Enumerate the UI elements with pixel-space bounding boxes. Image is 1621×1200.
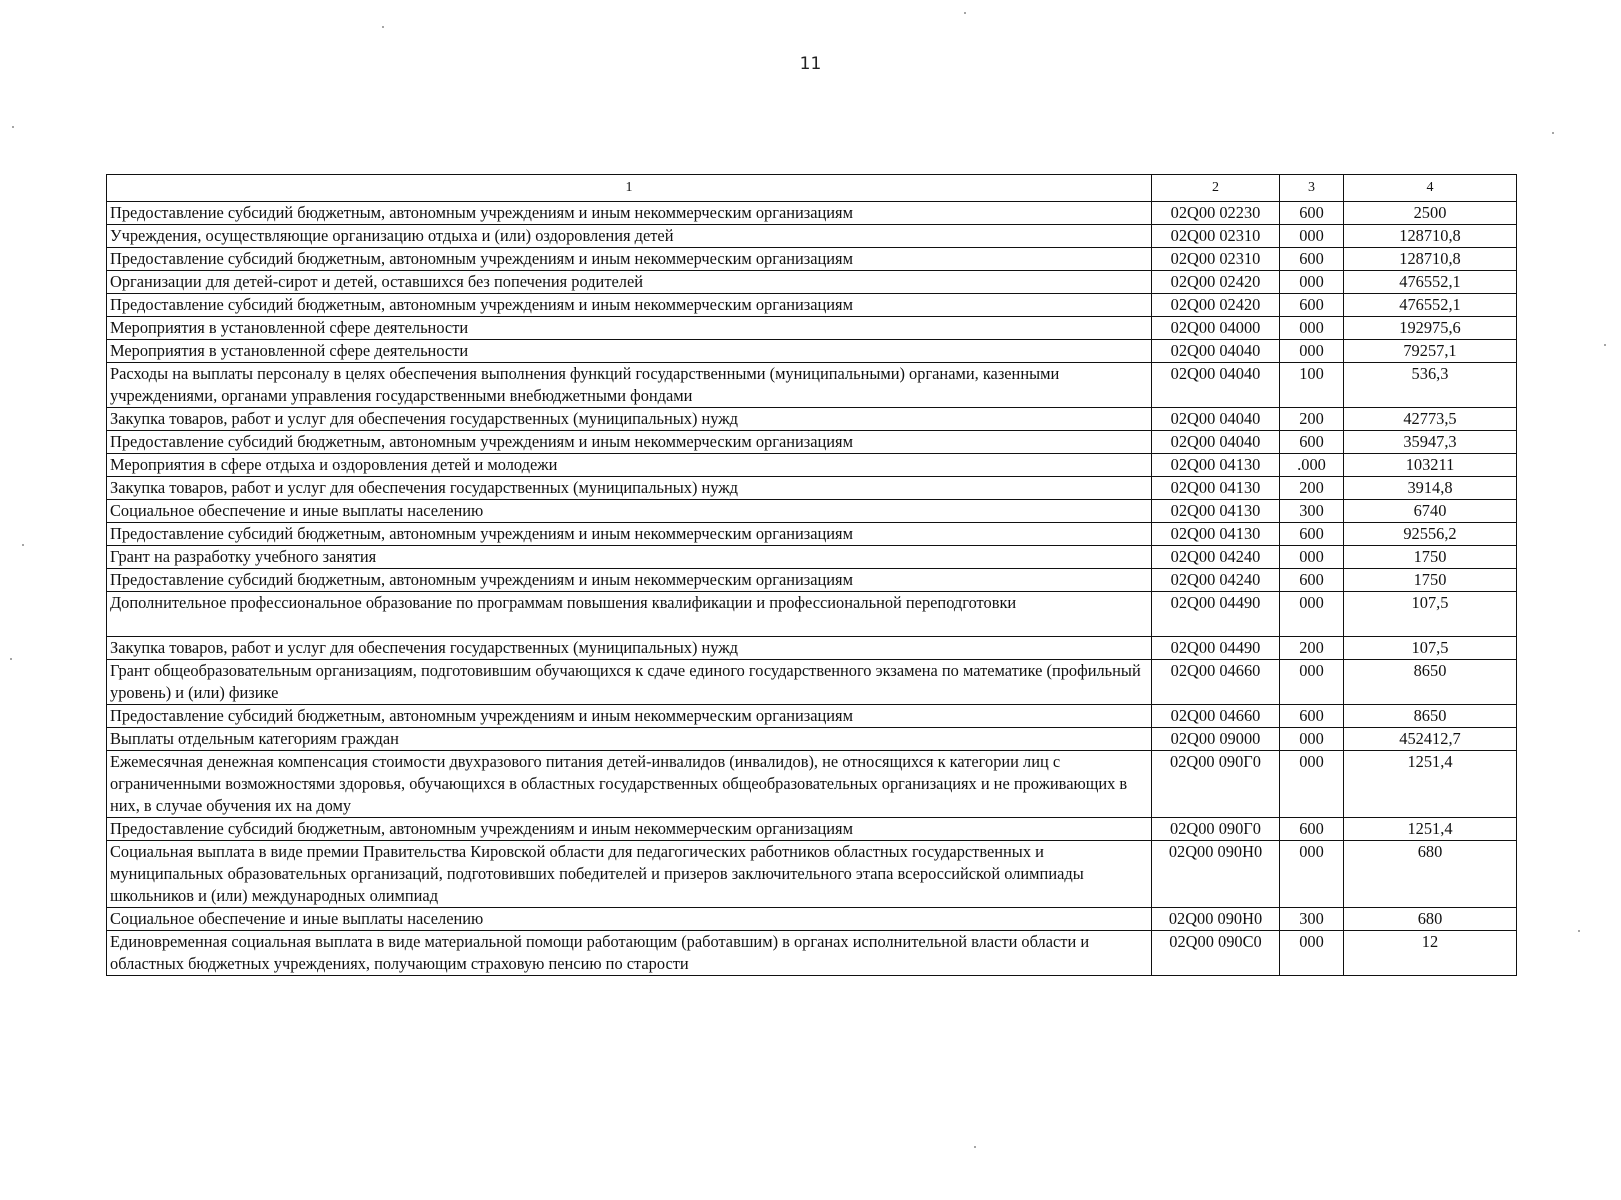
row-sum: 79257,1 [1344,340,1517,363]
row-name: Мероприятия в установленной сфере деятельности [107,317,1152,340]
row-sum: 8650 [1344,660,1517,705]
row-sum: 476552,1 [1344,271,1517,294]
row-sum: 1251,4 [1344,818,1517,841]
row-sum: 107,5 [1344,637,1517,660]
row-code: 02Q00 09000 [1152,728,1280,751]
page-number: 11 [799,54,822,74]
row-sum: 192975,6 [1344,317,1517,340]
row-sum: 680 [1344,841,1517,908]
table-row [107,592,1517,637]
row-sum: 536,3 [1344,363,1517,408]
row-type: 600 [1280,431,1344,454]
row-code: 02Q00 04040 [1152,408,1280,431]
table-row [107,431,1517,454]
table-row [107,225,1517,248]
table-row [107,363,1517,408]
row-type: 300 [1280,500,1344,523]
table-row [107,454,1517,477]
row-sum: 452412,7 [1344,728,1517,751]
row-code: 02Q00 090Г0 [1152,818,1280,841]
row-name: Единовременная социальная выплата в виде материальной помощи работающим (работавшим) в органах исполнительной власти области и областных бюджетных учреждениях, получающим страховую пенсию по старости [107,931,1152,976]
row-type: 000 [1280,225,1344,248]
row-name: Организации для детей-сирот и детей, оставшихся без попечения родителей [107,271,1152,294]
row-type: 200 [1280,477,1344,500]
table-row [107,294,1517,317]
row-sum: 1750 [1344,569,1517,592]
row-code: 02Q00 04240 [1152,546,1280,569]
row-name: Предоставление субсидий бюджетным, автономным учреждениям и иным некоммерческим организациям [107,818,1152,841]
scan-speck [10,658,12,660]
row-name: Мероприятия в сфере отдыха и оздоровления детей и молодежи [107,454,1152,477]
row-name: Учреждения, осуществляющие организацию отдыха и (или) оздоровления детей [107,225,1152,248]
row-name: Грант на разработку учебного занятия [107,546,1152,569]
row-code: 02Q00 04130 [1152,500,1280,523]
table-row [107,317,1517,340]
row-type: 600 [1280,202,1344,225]
table-row [107,202,1517,225]
row-code: 02Q00 090Н0 [1152,908,1280,931]
row-code: 02Q00 02420 [1152,271,1280,294]
row-name: Закупка товаров, работ и услуг для обеспечения государственных (муниципальных) нужд [107,477,1152,500]
row-name: Предоставление субсидий бюджетным, автономным учреждениям и иным некоммерческим организациям [107,705,1152,728]
scan-speck [22,544,24,546]
row-code: 02Q00 04040 [1152,431,1280,454]
row-name: Предоставление субсидий бюджетным, автономным учреждениям и иным некоммерческим организациям [107,523,1152,546]
row-type: .000 [1280,454,1344,477]
header-col-type: 3 [1280,175,1344,202]
scan-speck [1604,344,1606,346]
row-type: 000 [1280,931,1344,976]
row-type: 600 [1280,294,1344,317]
row-code: 02Q00 090С0 [1152,931,1280,976]
row-sum: 8650 [1344,705,1517,728]
header-col-sum: 4 [1344,175,1517,202]
table-row [107,637,1517,660]
table-row [107,818,1517,841]
row-code: 02Q00 04240 [1152,569,1280,592]
table-row [107,408,1517,431]
table-row [107,841,1517,908]
row-type: 000 [1280,340,1344,363]
row-name: Мероприятия в установленной сфере деятельности [107,340,1152,363]
header-col-code: 2 [1152,175,1280,202]
row-code: 02Q00 04130 [1152,523,1280,546]
row-sum: 128710,8 [1344,225,1517,248]
table-row [107,660,1517,705]
table-row [107,908,1517,931]
scan-speck [964,12,966,14]
table-row [107,705,1517,728]
row-name: Расходы на выплаты персоналу в целях обеспечения выполнения функций государственными (муниципальными) органами, казенными учреждениями, органами управления государственными внебюджетными фондами [107,363,1152,408]
scan-speck [1578,930,1580,932]
row-sum: 2500 [1344,202,1517,225]
row-name: Предоставление субсидий бюджетным, автономным учреждениям и иным некоммерческим организациям [107,294,1152,317]
row-name: Предоставление субсидий бюджетным, автономным учреждениям и иным некоммерческим организациям [107,202,1152,225]
row-type: 100 [1280,363,1344,408]
row-name: Грант общеобразовательным организациям, подготовившим обучающихся к сдаче единого государственного экзамена по математике (профильный уровень) и (или) физике [107,660,1152,705]
row-code: 02Q00 04490 [1152,592,1280,637]
row-name: Закупка товаров, работ и услуг для обеспечения государственных (муниципальных) нужд [107,408,1152,431]
row-code: 02Q00 04000 [1152,317,1280,340]
row-name: Ежемесячная денежная компенсация стоимости двухразового питания детей-инвалидов (инвалидов), не относящихся к категории лиц с ограниченными возможностями здоровья, обучающихся в областных государственных общеобразовательных организациях и не проживающих в них, в случае обучения их на дому [107,751,1152,818]
row-sum: 107,5 [1344,592,1517,637]
row-code: 02Q00 090Г0 [1152,751,1280,818]
row-type: 600 [1280,818,1344,841]
row-code: 02Q00 04040 [1152,340,1280,363]
row-sum: 1750 [1344,546,1517,569]
table-row [107,569,1517,592]
scan-speck [12,126,14,128]
row-code: 02Q00 02310 [1152,248,1280,271]
budget-table [106,174,1517,976]
row-sum: 680 [1344,908,1517,931]
row-code: 02Q00 04130 [1152,477,1280,500]
header-col-name: 1 [107,175,1152,202]
row-name: Социальное обеспечение и иные выплаты населению [107,908,1152,931]
table-row [107,248,1517,271]
row-type: 000 [1280,751,1344,818]
row-code: 02Q00 02230 [1152,202,1280,225]
scan-speck [1552,132,1554,134]
scan-speck [974,1146,976,1148]
row-sum: 35947,3 [1344,431,1517,454]
row-type: 000 [1280,317,1344,340]
table-row [107,751,1517,818]
row-sum: 92556,2 [1344,523,1517,546]
row-code: 02Q00 04040 [1152,363,1280,408]
row-type: 000 [1280,271,1344,294]
table-row [107,931,1517,976]
table-row [107,523,1517,546]
row-name: Предоставление субсидий бюджетным, автономным учреждениям и иным некоммерческим организациям [107,248,1152,271]
row-sum: 476552,1 [1344,294,1517,317]
table-body [107,202,1517,976]
row-type: 200 [1280,408,1344,431]
scan-speck [382,26,384,28]
row-code: 02Q00 04490 [1152,637,1280,660]
table-row [107,340,1517,363]
row-code: 02Q00 04660 [1152,705,1280,728]
table-row [107,477,1517,500]
table-row [107,546,1517,569]
row-name: Предоставление субсидий бюджетным, автономным учреждениям и иным некоммерческим организациям [107,569,1152,592]
row-type: 600 [1280,523,1344,546]
row-name: Дополнительное профессиональное образование по программам повышения квалификации и профессиональной переподготовки [107,592,1152,637]
row-sum: 42773,5 [1344,408,1517,431]
row-type: 000 [1280,841,1344,908]
row-type: 600 [1280,705,1344,728]
row-sum: 128710,8 [1344,248,1517,271]
row-code: 02Q00 04660 [1152,660,1280,705]
row-type: 300 [1280,908,1344,931]
row-sum: 1251,4 [1344,751,1517,818]
row-sum: 3914,8 [1344,477,1517,500]
budget-table-container [106,174,1516,976]
row-code: 02Q00 04130 [1152,454,1280,477]
row-name: Социальная выплата в виде премии Правительства Кировской области для педагогических работников областных государственных и муниципальных образовательных организаций, подготовивших победителей и призеров заключительного этапа всероссийской олимпиады школьников и (или) международных олимпиад [107,841,1152,908]
row-sum: 12 [1344,931,1517,976]
row-type: 000 [1280,660,1344,705]
row-type: 200 [1280,637,1344,660]
table-row [107,728,1517,751]
table-header-row [107,175,1517,202]
row-sum: 6740 [1344,500,1517,523]
row-code: 02Q00 02420 [1152,294,1280,317]
table-row [107,500,1517,523]
row-code: 02Q00 02310 [1152,225,1280,248]
row-type: 000 [1280,728,1344,751]
row-name: Выплаты отдельным категориям граждан [107,728,1152,751]
row-name: Закупка товаров, работ и услуг для обеспечения государственных (муниципальных) нужд [107,637,1152,660]
row-name: Предоставление субсидий бюджетным, автономным учреждениям и иным некоммерческим организациям [107,431,1152,454]
row-type: 000 [1280,592,1344,637]
row-type: 600 [1280,248,1344,271]
row-name: Социальное обеспечение и иные выплаты населению [107,500,1152,523]
table-row [107,271,1517,294]
row-type: 600 [1280,569,1344,592]
row-sum: 103211 [1344,454,1517,477]
row-code: 02Q00 090Н0 [1152,841,1280,908]
row-type: 000 [1280,546,1344,569]
